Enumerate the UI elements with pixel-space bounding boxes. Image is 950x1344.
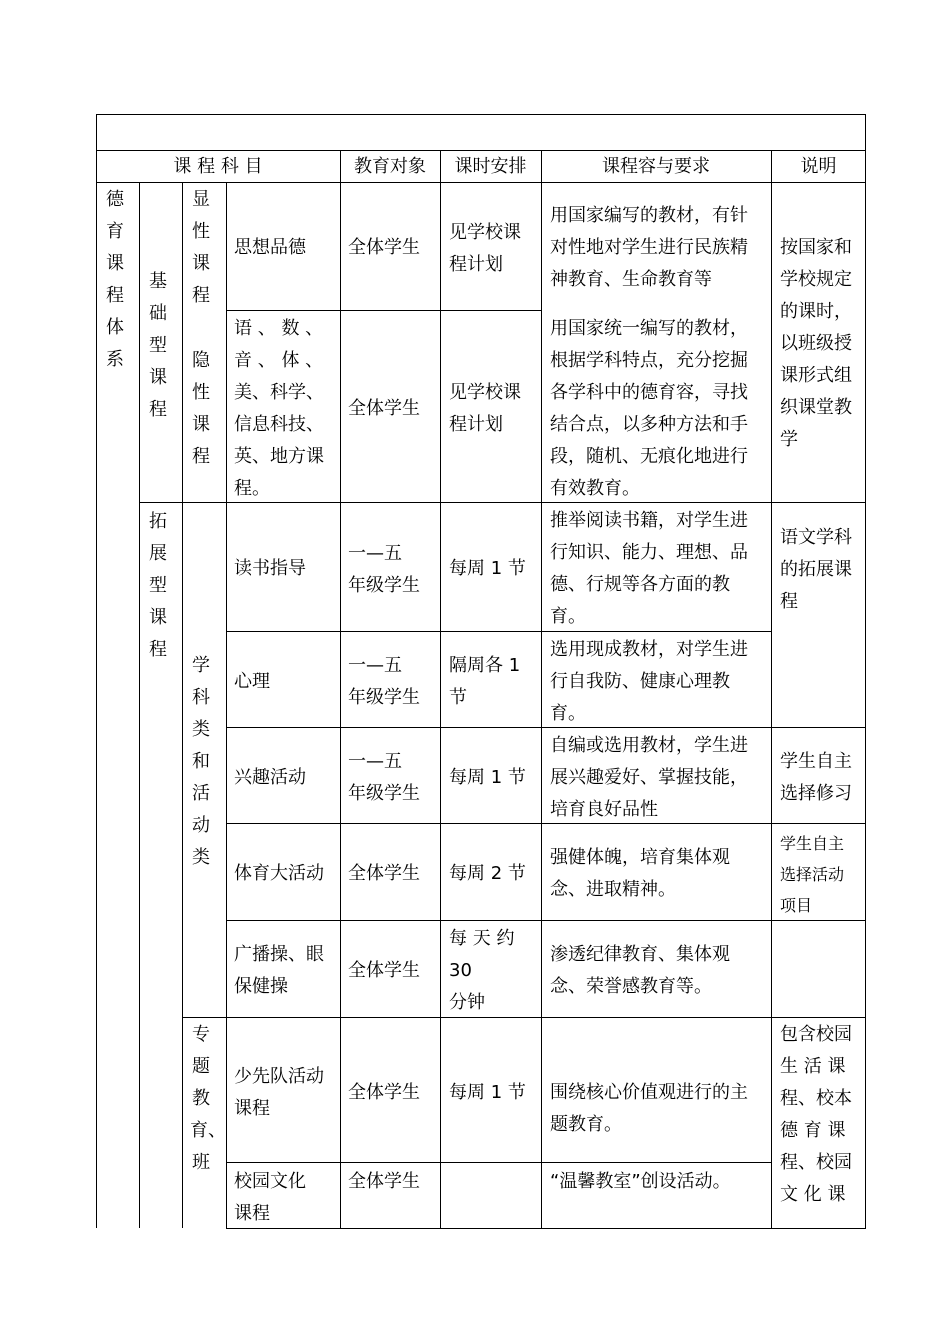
header-subject: 课 程 科 目 bbox=[173, 156, 263, 177]
row-content: 选用现成教材，对学生进 行自我防、健康心理教 育。 bbox=[550, 639, 748, 724]
note-basic-courses: 按国家和 学校规定 的课时， 以班级授 课形式组 织课堂教 学 bbox=[780, 237, 852, 450]
row-hours: 每周 2 节 bbox=[449, 863, 526, 884]
column-divider bbox=[771, 150, 772, 1228]
note-sports: 学生自主 选择活动 项目 bbox=[780, 834, 845, 915]
row-target: 全体学生 bbox=[348, 1082, 420, 1103]
row-content: “温馨教室”创设活动。 bbox=[550, 1171, 731, 1192]
row-target: 一—五 年级学生 bbox=[348, 751, 420, 804]
column-divider bbox=[182, 182, 183, 1228]
header-note: 说明 bbox=[800, 156, 837, 177]
row-divider bbox=[771, 1228, 866, 1229]
row-target: 一—五 年级学生 bbox=[348, 655, 420, 708]
row-subject-name: 思想品德 bbox=[234, 237, 306, 258]
group-special: 专题教育、班 bbox=[190, 1024, 226, 1173]
row-target: 全体学生 bbox=[348, 863, 420, 884]
row-hours: 见学校课 程计划 bbox=[449, 222, 521, 275]
row-content: 自编或选用教材，学生进 展兴趣爱好、掌握技能， 培育良好品性 bbox=[550, 735, 748, 820]
row-subject-name: 心理 bbox=[234, 671, 270, 692]
row-content: 围绕核心价值观进行的主 题教育。 bbox=[550, 1082, 748, 1135]
group-extended: 拓展型课程 bbox=[149, 511, 167, 660]
row-subject-name: 兴趣活动 bbox=[234, 767, 306, 788]
group-implicit: 隐性课程 bbox=[192, 350, 210, 467]
column-divider bbox=[340, 150, 341, 1228]
row-hours: 隔周各 1 节 bbox=[449, 655, 521, 708]
row-divider bbox=[226, 920, 866, 921]
row-content: 强健体魄，培育集体观 念、进取精神。 bbox=[550, 847, 730, 900]
row-subject-name: 少先队活动 课程 bbox=[234, 1066, 324, 1119]
row-target: 全体学生 bbox=[348, 1171, 420, 1192]
note-special: 包含校园 生 活 课 程、校本 德 育 课 程、校园 文 化 课 bbox=[780, 1024, 852, 1205]
group-basic: 基础型课程 bbox=[149, 271, 167, 420]
group-system: 德育课程体系 bbox=[106, 189, 124, 370]
row-divider bbox=[226, 310, 542, 311]
note-reading: 语文学科 的拓展课 程 bbox=[780, 527, 852, 612]
row-subject-name: 语 、 数 、 音 、 体 、 美、科学、 信息科技、 英、地方课 程。 bbox=[234, 318, 324, 499]
row-content: 渗透纪律教育、集体观 念、荣誉感教育等。 bbox=[550, 944, 730, 997]
header-target: 教育对象 bbox=[354, 156, 426, 177]
table-right-border bbox=[865, 114, 866, 1228]
column-divider bbox=[139, 182, 140, 1228]
row-hours: 见学校课 程计划 bbox=[449, 382, 521, 435]
row-hours: 每周 1 节 bbox=[449, 558, 526, 579]
row-target: 全体学生 bbox=[348, 960, 420, 981]
row-divider bbox=[182, 1017, 866, 1018]
column-divider bbox=[226, 182, 227, 1228]
row-hours: 每周 1 节 bbox=[449, 1082, 526, 1103]
row-subject-name: 校园文化 课程 bbox=[234, 1171, 306, 1224]
row-content: 用国家编写的教材，有针 对性地对学生进行民族精 神教育、生命教育等 bbox=[550, 205, 748, 290]
row-subject-name: 读书指导 bbox=[234, 558, 306, 579]
column-divider bbox=[541, 150, 542, 1228]
row-target: 全体学生 bbox=[348, 237, 420, 258]
row-content: 用国家统一编写的教材， 根据学科特点，充分挖掘 各学科中的德育容，寻找 结合点，以多种方法和手 段，随机、无痕化地进行 有效教育。 bbox=[550, 318, 748, 499]
column-divider bbox=[440, 150, 441, 1228]
row-hours: 每 天 约 30 分钟 bbox=[449, 928, 515, 1013]
row-divider bbox=[226, 823, 866, 824]
group-explicit: 显性课程 bbox=[192, 189, 210, 306]
row-subject-name: 广播操、眼 保健操 bbox=[234, 944, 324, 997]
row-subject-name: 体育大活动 bbox=[234, 863, 324, 884]
row-divider bbox=[226, 1228, 771, 1229]
row-divider bbox=[226, 727, 866, 728]
table-left-border bbox=[96, 114, 97, 1228]
note-interest: 学生自主 选择修习 bbox=[780, 751, 852, 804]
row-hours: 每周 1 节 bbox=[449, 767, 526, 788]
header-hours: 课时安排 bbox=[454, 156, 527, 177]
row-divider bbox=[226, 1162, 771, 1163]
row-content: 推举阅读书籍，对学生进 行知识、能力、理想、品 德、行规等各方面的教 育。 bbox=[550, 510, 748, 627]
group-subject-activity: 学科类和活动类 bbox=[192, 655, 210, 868]
header-content: 课程容与要求 bbox=[602, 156, 710, 177]
table-top-border bbox=[96, 114, 866, 115]
row-target: 一—五 年级学生 bbox=[348, 543, 420, 596]
row-target: 全体学生 bbox=[348, 398, 420, 419]
